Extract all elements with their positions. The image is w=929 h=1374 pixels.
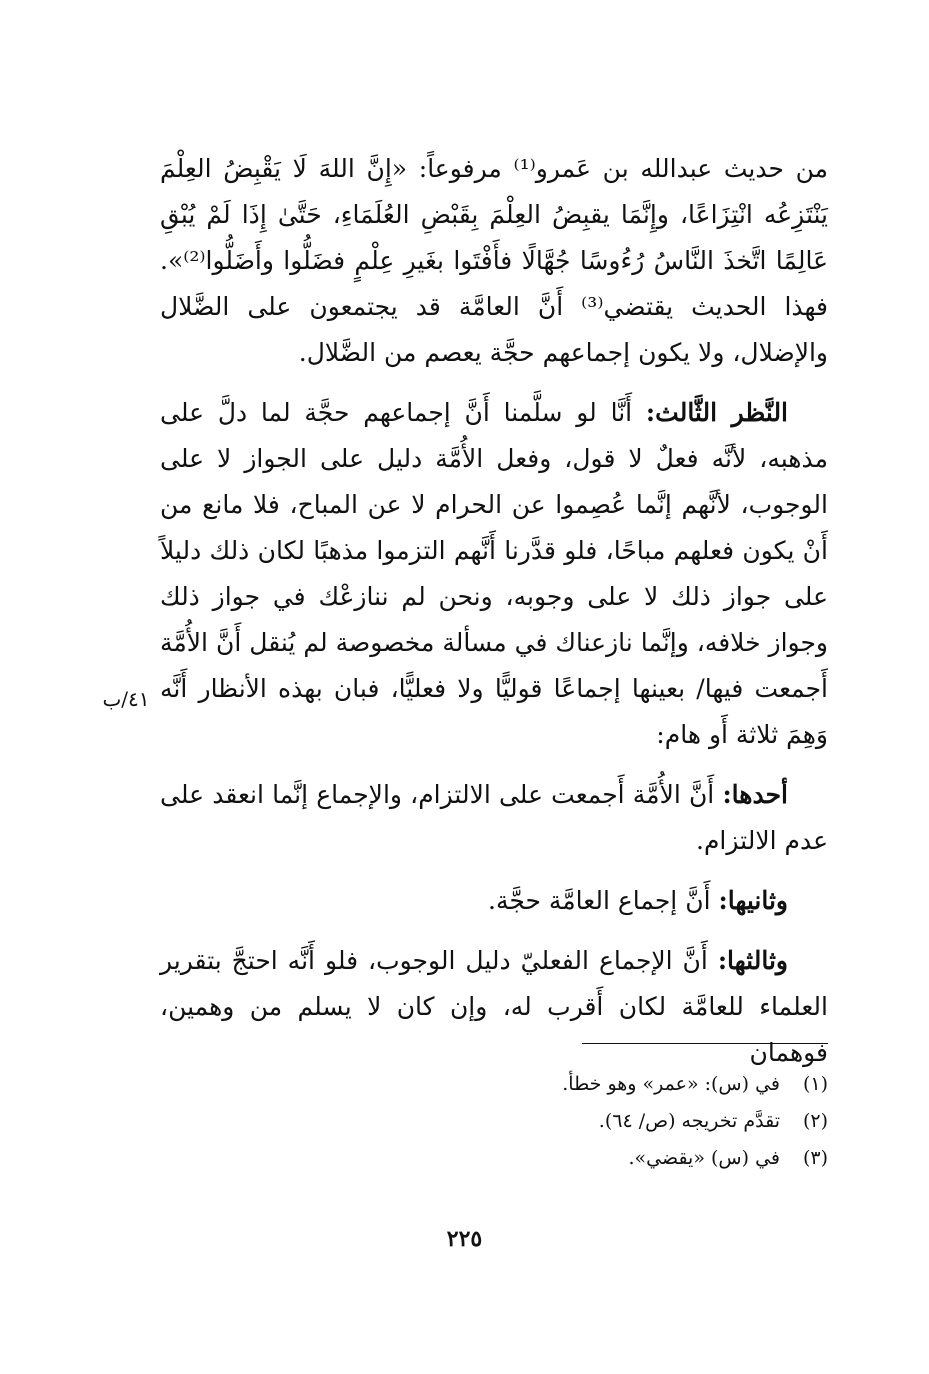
footnote-text: تقدَّم تخريجه (ص/ ٦٤).	[598, 1110, 780, 1132]
footnote-item	[420, 1066, 828, 1103]
footnote-divider	[582, 1043, 828, 1044]
paragraph-lead: وثالثها:	[717, 946, 788, 975]
main-text	[160, 146, 828, 1076]
footnote-number: (٢)	[802, 1110, 828, 1132]
footnote-item	[420, 1140, 828, 1177]
margin-folio-note: ٤١/ب	[102, 687, 150, 711]
footnote-item	[420, 1103, 828, 1140]
footnote-number: (١)	[802, 1073, 828, 1095]
paragraph-second	[160, 878, 828, 924]
paragraph-text: أَنَّ إجماع العامَّة حجَّة.	[488, 886, 719, 915]
paragraph-third	[160, 938, 828, 1076]
paragraph-text: أَنَّ الإجماع الفعليّ دليل الوجوب، فلو أَنَّه احتجَّ بتقرير العلماء للعامَّة لكان أَقرب له، وإن كان لا يسلم من وهمين، فوهمان	[160, 946, 828, 1067]
paragraph-third-view	[160, 390, 828, 758]
paragraph-text: من حديث عبدالله بن عَمرو⁽¹⁾ مرفوعاً: «إِنَّ اللهَ لَا يَقْبِضُ العِلْمَ يَنْتَزِعُه انْتِزَاعًا، وإِنَّمَا يقبِضُ العِلْمَ بِقَبْضِ العُلَمَاءِ، حَتَّىٰ إِذَا لَمْ يُبْقِ عَالِمًا اتَّخذَ النَّاسُ رُءُوسًا جُهَّالًا فأَفْتَوا بغَيرِ عِلْمٍ فضَلُّوا وأَضَلُّوا⁽²⁾». فهذا الحديث يقتضي⁽³⁾ أَنَّ العامَّة قد يجتمعون على الضَّلال والإضلال، ولا يكون إجماعهم حجَّة يعصم من الضَّلال.	[160, 154, 829, 367]
paragraph-lead: أحدها:	[722, 780, 788, 809]
page-number: ٢٢٥	[446, 1226, 483, 1252]
footnote-text: في (س): «عمر» وهو خطأ.	[562, 1073, 780, 1095]
paragraph-lead: وثانيها:	[718, 886, 788, 915]
footnotes	[420, 1066, 828, 1177]
footnote-text: في (س) «يقضي».	[628, 1147, 780, 1169]
paragraph-text: أَنَّ الأُمَّة أَجمعت على الالتزام، والإجماع إنَّما انعقد على عدم الالتزام.	[160, 780, 828, 855]
paragraph-first	[160, 772, 828, 864]
paragraph-lead: النَّظر الثَّالث:	[645, 398, 789, 427]
footnote-number: (٣)	[802, 1147, 828, 1169]
paragraph-hadith	[160, 146, 828, 376]
paragraph-text: أَنَّا لو سلَّمنا أَنَّ إجماعهم حجَّة لما دلَّ على مذهبه، لأنَّه فعلٌ لا قول، وفعل الأُمَّة دليل على الجواز لا على الوجوب، لأنَّهم إنَّما عُصِموا عن الحرام لا عن المباح، فلا مانع من أَنْ يكون فعلهم مباحًا، فلو قدَّرنا أَنَّهم التزموا مذهبًا لكان ذلك دليلاً على جواز ذلك لا على وجوبه، ونحن لم ننازعْك في جواز ذلك وجواز خلافه، وإنَّما نازعناك في مسألة مخصوصة لم يُنقل أَنَّ الأُمَّة أَجمعت فيها/ بعينها إجماعًا قوليًّا ولا فعليًّا، فبان بهذه الأنظار أَنَّه وَهِمَ ثلاثة أَو هام:	[160, 398, 828, 749]
